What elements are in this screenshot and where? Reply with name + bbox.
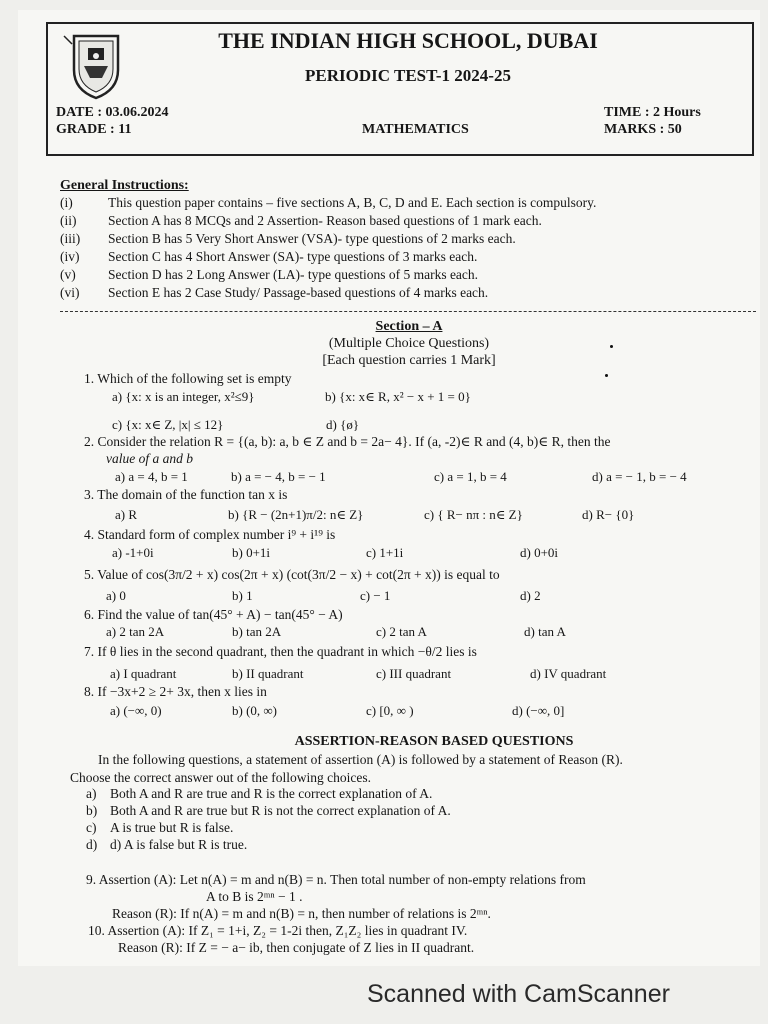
exam-grade: GRADE : 11 bbox=[56, 122, 132, 137]
instruction-item: (i) This question paper contains – five sections A, B, C, D and E. Each section is compulsory. bbox=[60, 195, 597, 210]
question-5: 5. Value of cos(3π/2 + x) cos(2π + x) (cot(3π/2 − x) + cot(2π + x)) is equal to bbox=[84, 567, 500, 582]
assertion-choice: c) A is true but R is false. bbox=[86, 820, 234, 835]
instruction-item: (vi) Section E has 2 Case Study/ Passage-based questions of 4 marks each. bbox=[60, 285, 489, 300]
option: b) {R − (2n+1)π/2: n∈ Z} bbox=[228, 507, 364, 522]
option: d) a = − 1, b = − 4 bbox=[592, 469, 687, 484]
option: d) 0+0i bbox=[520, 545, 559, 560]
question-10-assertion: 10. Assertion (A): If Z₁ = 1+i, Z₂ = 1-2i then, Z₁Z₂ lies in quadrant IV. bbox=[88, 923, 468, 938]
assertion-choice: d) d) A is false but R is true. bbox=[86, 837, 248, 852]
section-a-title: Section – A bbox=[375, 319, 443, 334]
assertion-choice: b) Both A and R are true but R is not the correct explanation of A. bbox=[86, 803, 451, 818]
scanner-watermark: Scanned with CamScanner bbox=[367, 980, 670, 1008]
instruction-item: (v) Section D has 2 Long Answer (LA)- type questions of 5 marks each. bbox=[60, 267, 479, 282]
option: d) tan A bbox=[524, 624, 566, 639]
section-a-note: [Each question carries 1 Mark] bbox=[322, 353, 496, 368]
school-name: THE INDIAN HIGH SCHOOL, DUBAI bbox=[218, 28, 598, 53]
instruction-item: (iv) Section C has 4 Short Answer (SA)- type questions of 3 marks each. bbox=[60, 249, 478, 264]
option: c) { R− nπ : n∈ Z} bbox=[424, 507, 523, 522]
question-3: 3. The domain of the function tan x is bbox=[84, 487, 288, 502]
option: a) R bbox=[115, 507, 138, 522]
option: d) (−∞, 0] bbox=[512, 703, 565, 718]
assertion-reason-title: ASSERTION-REASON BASED QUESTIONS bbox=[294, 734, 574, 749]
question-2-cont: value of a and b bbox=[106, 451, 193, 466]
option: c) a = 1, b = 4 bbox=[434, 469, 507, 484]
option: d) R− {0} bbox=[582, 507, 635, 522]
question-9-assertion-cont: A to B is 2ᵐⁿ − 1 . bbox=[206, 889, 303, 904]
question-7: 7. If θ lies in the second quadrant, then the quadrant in which −θ/2 lies is bbox=[84, 644, 477, 659]
exam-marks: MARKS : 50 bbox=[604, 122, 682, 137]
instruction-item: (ii) Section A has 8 MCQs and 2 Assertion- Reason based questions of 1 mark each. bbox=[60, 213, 542, 228]
option: a) (−∞, 0) bbox=[110, 703, 162, 718]
option: a) {x: x is an integer, x²≤9} bbox=[112, 389, 255, 404]
option: d) 2 bbox=[520, 588, 541, 603]
option: a) -1+0i bbox=[112, 545, 154, 560]
option: b) 1 bbox=[232, 588, 253, 603]
question-6: 6. Find the value of tan(45° + A) − tan(45° − A) bbox=[84, 607, 343, 622]
question-8: 8. If −3x+2 ≥ 2+ 3x, then x lies in bbox=[84, 684, 267, 699]
option: b) {x: x∈ R, x² − x + 1 = 0} bbox=[325, 389, 471, 404]
option: b) 0+1i bbox=[232, 545, 271, 560]
option: d) {ø} bbox=[326, 417, 360, 432]
option: a) 2 tan 2A bbox=[106, 624, 165, 639]
option: d) IV quadrant bbox=[530, 666, 607, 681]
section-a-subtitle: (Multiple Choice Questions) bbox=[328, 336, 490, 351]
exam-subject: MATHEMATICS bbox=[362, 122, 469, 137]
option: b) (0, ∞) bbox=[232, 703, 278, 718]
assertion-choice: a) Both A and R are true and R is the correct explanation of A. bbox=[86, 786, 433, 801]
scan-speck bbox=[610, 345, 613, 348]
question-9-reason: Reason (R): If n(A) = m and n(B) = n, then number of relations is 2ᵐⁿ. bbox=[112, 906, 491, 921]
option: b) a = − 4, b = − 1 bbox=[231, 469, 326, 484]
option: c) [0, ∞ ) bbox=[366, 703, 414, 718]
instructions-title: General Instructions: bbox=[60, 178, 189, 193]
question-4: 4. Standard form of complex number i⁹ + i¹⁹ is bbox=[84, 527, 336, 542]
option: c) {x: x∈ Z, |x| ≤ 12} bbox=[112, 417, 224, 432]
option: c) − 1 bbox=[360, 588, 391, 603]
question-10-reason: Reason (R): If Z = − a− ib, then conjugate of Z lies in II quadrant. bbox=[118, 940, 475, 955]
option: b) tan 2A bbox=[232, 624, 282, 639]
assertion-intro-cont: Choose the correct answer out of the following choices. bbox=[70, 770, 372, 785]
question-1: 1. Which of the following set is empty bbox=[84, 371, 292, 386]
question-9-assertion: 9. Assertion (A): Let n(A) = m and n(B) = n. Then total number of non-empty relations from bbox=[86, 872, 586, 887]
dashed-divider bbox=[60, 311, 756, 312]
option: b) II quadrant bbox=[232, 666, 304, 681]
exam-date: DATE : 03.06.2024 bbox=[56, 105, 169, 120]
test-title: PERIODIC TEST-1 2024-25 bbox=[305, 66, 511, 85]
assertion-intro: In the following questions, a statement of assertion (A) is followed by a statement of Reason (R). bbox=[98, 752, 623, 767]
option: c) 1+1i bbox=[366, 545, 404, 560]
question-2: 2. Consider the relation R = {(a, b): a, b ∈ Z and b = 2a− 4}. If (a, -2)∈ R and (4, b)∈ R, then the bbox=[84, 434, 611, 449]
option: c) 2 tan A bbox=[376, 624, 427, 639]
exam-time: TIME : 2 Hours bbox=[604, 105, 701, 120]
option: a) 0 bbox=[106, 588, 126, 603]
instruction-item: (iii) Section B has 5 Very Short Answer (VSA)- type questions of 2 marks each. bbox=[60, 231, 516, 246]
option: a) I quadrant bbox=[110, 666, 177, 681]
scan-speck bbox=[605, 374, 608, 377]
option: a) a = 4, b = 1 bbox=[115, 469, 188, 484]
option: c) III quadrant bbox=[376, 666, 452, 681]
